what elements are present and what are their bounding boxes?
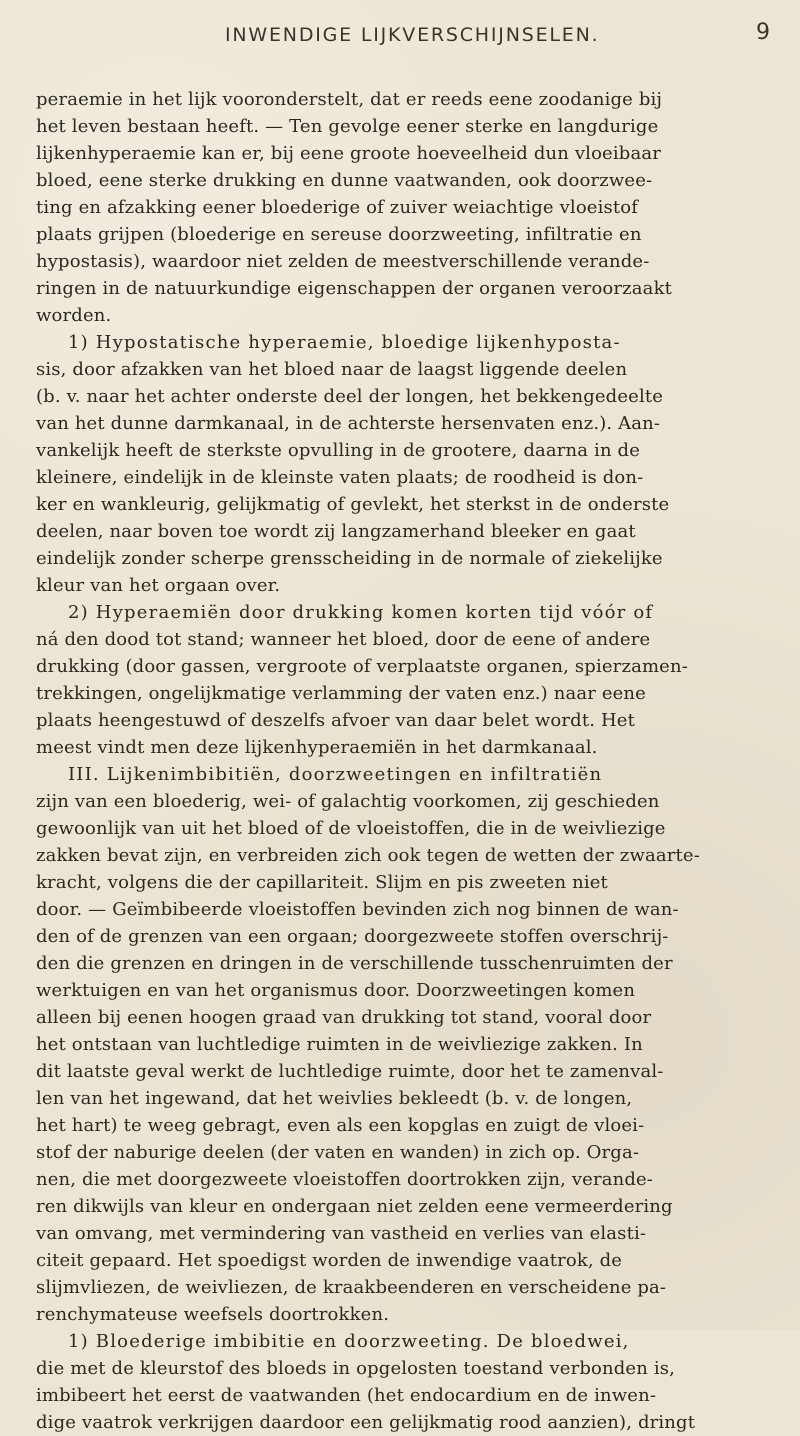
text-line-6: plaats grijpen (bloederige en sereuse doorzweeting, infiltratie en [36, 224, 642, 245]
page-header [0, 14, 800, 54]
text-line-18: eindelijk zonder scherpe grensscheiding in de normale of ziekelijke [36, 548, 663, 569]
text-line-38: len van het ingewand, dat het weivlies bekleedt (b. v. de longen, [36, 1088, 633, 1109]
page-number: 9 [756, 20, 770, 45]
text-line-29: zakken bevat zijn, en verbreiden zich ook tegen de wetten der zwaarte- [36, 845, 700, 866]
body-text [36, 86, 764, 1436]
text-line-9: worden. [36, 305, 112, 326]
text-line-10: 1) Hypostatische hyperaemie, bloedige lijkenhyposta- [68, 332, 621, 353]
text-line-13: van het dunne darmkanaal, in de achterste hersenvaten enz.). Aan- [36, 413, 661, 434]
text-line-46: renchymateuse weefsels doortrokken. [36, 1304, 390, 1325]
text-line-20: 2) Hyperaemiën door drukking komen korten tijd vóór of [68, 602, 654, 623]
text-line-19: kleur van het orgaan over. [36, 575, 281, 596]
text-line-37: dit laatste geval werkt de luchtledige ruimte, door het te zamenval- [36, 1061, 664, 1082]
text-line-34: werktuigen en van het organismus door. Doorzweetingen komen [36, 980, 636, 1001]
text-line-21: ná den dood tot stand; wanneer het bloed, door de eene of andere [36, 629, 651, 650]
text-line-43: van omvang, met vermindering van vastheid en verlies van elasti- [36, 1223, 647, 1244]
text-line-4: bloed, eene sterke drukking en dunne vaatwanden, ook doorzwee- [36, 170, 653, 191]
text-line-3: lijkenhyperaemie kan er, bij eene groote hoeveelheid dun vloeibaar [36, 143, 661, 164]
text-line-12: (b. v. naar het achter onderste deel der longen, het bekkengedeelte [36, 386, 664, 407]
text-line-14: vankelijk heeft de sterkste opvulling in de grootere, daarna in de [36, 440, 641, 461]
text-line-16: ker en wankleurig, gelijkmatig of gevlekt, het sterkst in de onderste [36, 494, 670, 515]
text-line-27: zijn van een bloederig, wei- of galachtig voorkomen, zij geschieden [36, 791, 660, 812]
text-line-23: trekkingen, ongelijkmatige verlamming der vaten enz.) naar eene [36, 683, 646, 704]
text-line-35: alleen bij eenen hoogen graad van drukking tot stand, vooral door [36, 1007, 652, 1028]
text-line-40: stof der naburige deelen (der vaten en wanden) in zich op. Orga- [36, 1142, 640, 1163]
text-line-36: het ontstaan van luchtledige ruimten in de weivliezige zakken. In [36, 1034, 643, 1055]
text-line-45: slijmvliezen, de weivliezen, de kraakbeenderen en verscheidene pa- [36, 1277, 667, 1298]
text-line-44: citeit gepaard. Het spoedigst worden de inwendige vaatrok, de [36, 1250, 623, 1271]
text-line-25: meest vindt men deze lijkenhyperaemiën in het darmkanaal. [36, 737, 598, 758]
text-line-24: plaats heengestuwd of deszelfs afvoer van daar belet wordt. Het [36, 710, 635, 731]
text-line-31: door. — Geïmbibeerde vloeistoffen bevinden zich nog binnen de wan- [36, 899, 679, 920]
text-line-17: deelen, naar boven toe wordt zij langzamerhand bleeker en gaat [36, 521, 636, 542]
text-line-26: III. Lijkenimbibitiën, doorzweetingen en infiltratiën [68, 764, 603, 785]
text-line-11: sis, door afzakken van het bloed naar de laagst liggende deelen [36, 359, 628, 380]
text-line-42: ren dikwijls van kleur en ondergaan niet zelden eene vermeerdering [36, 1196, 673, 1217]
text-line-1: peraemie in het lijk vooronderstelt, dat er reeds eene zoodanige bij [36, 89, 663, 110]
text-line-22: drukking (door gassen, vergroote of verplaatste organen, spierzamen- [36, 656, 688, 677]
running-title: INWENDIGE LIJKVERSCHIJNSELEN. [225, 24, 600, 46]
text-line-30: kracht, volgens die der capillariteit. Slijm en pis zweeten niet [36, 872, 608, 893]
text-line-5: ting en afzakking eener bloederige of zuiver weiachtige vloeistof [36, 197, 639, 218]
text-line-28: gewoonlijk van uit het bloed of de vloeistoffen, die in de weivliezige [36, 818, 666, 839]
text-line-2: het leven bestaan heeft. — Ten gevolge eener sterke en langdurige [36, 116, 659, 137]
text-line-47: 1) Bloederige imbibitie en doorzweeting. De bloedwei, [68, 1331, 630, 1352]
text-line-8: ringen in de natuurkundige eigenschappen der organen veroorzaakt [36, 278, 673, 299]
text-line-33: den die grenzen en dringen in de verschillende tusschenruimten der [36, 953, 673, 974]
text-line-7: hypostasis), waardoor niet zelden de meestverschillende verande- [36, 251, 650, 272]
text-line-39: het hart) te weeg gebragt, even als een kopglas en zuigt de vloei- [36, 1115, 645, 1136]
text-line-48: die met de kleurstof des bloeds in opgelosten toestand verbonden is, [36, 1358, 675, 1379]
text-line-15: kleinere, eindelijk in de kleinste vaten plaats; de roodheid is don- [36, 467, 644, 488]
text-line-41: nen, die met doorgezweete vloeistoffen doortrokken zijn, verande- [36, 1169, 654, 1190]
text-line-32: den of de grenzen van een orgaan; doorgezweete stoffen overschrij- [36, 926, 669, 947]
text-line-49: imbibeert het eerst de vaatwanden (het endocardium en de inwen- [36, 1385, 657, 1406]
text-line-50: dige vaatrok verkrijgen daardoor een gelijkmatig rood aanzien), dringt [36, 1412, 696, 1433]
